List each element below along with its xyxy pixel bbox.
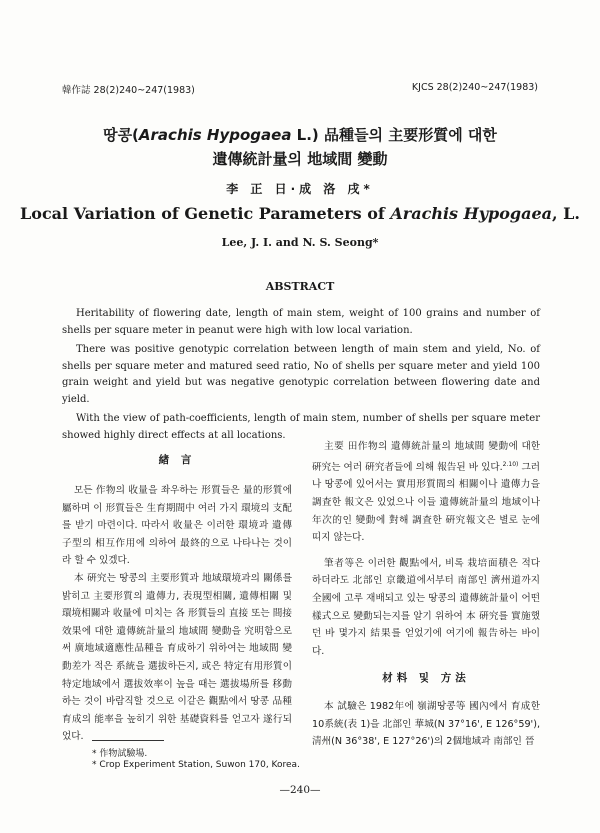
abstract-paragraph: There was positive genotypic correlation between length of main stem and yield, No. of shells per square meter and matured seed ratio, No of shells per square meter and yield 100 grain weight and yield but was negative genotypic correlation between flowering date and yield. [62,344,540,405]
authors-korean: 李 正 日·成 洛 戌* [226,182,374,196]
right-paragraph: 主要 田作物의 遺傳統計量의 地域間 變動에 대한 硏究는 여러 硏究者들에 의해 報告된 바 있다.$^{2.10)}$ 그러나 땅콩에 있어서는 實用形質間의 相關이나 遺傳力을 調査한 報文은 있었으나 이들 遺傳統計量의 地域이나 年次的인 變動에 對해 調査한 硏究報文은 별로 눈에 띠지 않는다. [312,441,540,544]
intro-paragraph: 모든 作物의 收量을 좌우하는 形質들은 量的形質에 屬하며 이 形質들은 生育期間中 여러 가지 環境의 支配를 받기 마련이다. 따라서 收量은 이러한 環境과 遺傳子型의 相互作用에 의하여 最終的으로 나타나는 것이라 할 수 있겠다. [62,485,292,567]
right-paragraph: 筆者等은 이러한 觀點에서, 비록 栽培面積은 적다 하더라도 北部인 京畿道에서부터 南部인 濟州道까지 全國에 고루 재배되고 있는 땅콩의 遺傳統計量이 어떤 樣式으로 變動되는지를 알기 위하여 本 硏究를 實施했던 바 몇가지 結果를 얻었기에 여기에 報告하는 바이다. [312,557,540,657]
title-english [0,204,600,223]
page-number: —240— [279,784,321,796]
abstract-body [62,306,540,447]
right-column [312,438,540,751]
title-ko-prefix: 땅콩( [103,126,139,144]
abstract-paragraph: With the view of path-coefficients, length of main stem, number of shells per square meter showed highly direct effects at all locations. [62,413,540,441]
footnote-en: * Crop Experiment Station, Suwon 170, Korea. [92,760,300,770]
title-en-suffix: , L. [552,204,580,223]
title-korean-line1 [0,124,600,145]
journal-citation-ko: 韓作誌 28(2)240~247(1983) [62,85,195,96]
intro-paragraph: 本 硏究는 땅콩의 主要形質과 地域環境과의 關係를 밝히고 主要形質의 遺傳力, 表現型相關, 遺傳相關 및 環境相關과 收量에 미치는 各 形質들의 直接 또는 間接效果에 대한 遺傳統計量의 地域間 變動을 究明함으로써 廣地域適應性品種을 育成하기 위하여는 地域間 變動差가 적은 系統을 選拔하든지, 或은 特定有用形質이 特定地域에서 選拔效率이 높을 때는 選拔場所를 移動하는 것이 바람직할 것으로 이같은 觀點에서 땅콩 品種育成의 能率을 높히기 위한 基礎資料를 얻고자 遂行되었다. [62,572,292,743]
method-heading: 材料 및 方法 [382,672,470,685]
method-paragraph: 本 試驗은 1982年에 嶺湖땅콩等 國內에서 育成한 10系統(表 1)을 北部인 華城(N 37°16', E 126°59'), 淸州(N 36°38', E 127°26')의 2個地域과 南部인 晉 [312,700,540,748]
footnote-rule [92,740,164,741]
footnote-ko: * 作物試驗場. [92,749,148,759]
intro-column [62,482,292,746]
journal-citation-en: KJCS 28(2)240~247(1983) [411,82,538,93]
title-en-prefix: Local Variation of Genetic Parameters of [20,204,391,223]
abstract-paragraph: Heritability of flowering date, length of main stem, weight of 100 grains and number of shells per square meter in peanut were high with low local variation. [62,308,540,336]
title-ko-species: Arachis Hypogaea [138,126,292,144]
title-en-species: Arachis Hypogaea [390,204,552,223]
abstract-heading: ABSTRACT [265,280,335,293]
authors-english: Lee, J. I. and N. S. Seong* [221,236,379,249]
citation-sup: 2.10) [502,460,519,468]
title-ko-suffix: L.) 品種들의 主要形質에 대한 [291,126,497,144]
title-korean-line2: 遺傳統計量의 地域間 變動 [212,150,388,168]
intro-heading: 緖 言 [158,454,196,466]
